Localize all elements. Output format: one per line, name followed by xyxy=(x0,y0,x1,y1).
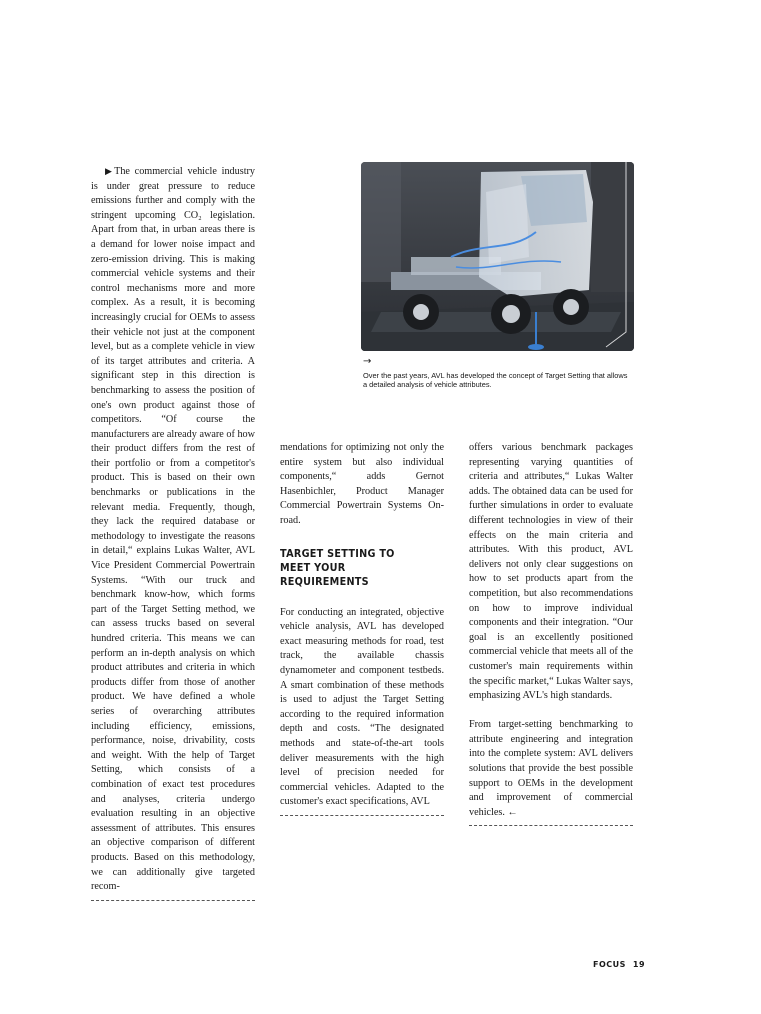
section-heading: TARGET SETTING TO MEET YOUR REQUIREMENTS xyxy=(280,546,395,588)
article-column-3 xyxy=(469,441,633,826)
article-column-2 xyxy=(280,441,444,816)
article-column-1 xyxy=(91,164,255,901)
column-end-rule xyxy=(280,814,444,816)
column-end-rule xyxy=(91,899,255,901)
page-number: 19 xyxy=(632,960,646,969)
paragraph: For conducting an integrated, objective vehicle analysis, AVL has developed exact measuring methods for road, test track, the available chassis dynamometer and component testbeds. A smart combination of these methods is used to adjust the Target Setting according to the required information depth and costs. “The designated methods and state-of-the-art tools deliver measurements with the high level of precision needed for commercial vehicles. Adapted to the customer's exact specifications, AVL xyxy=(280,606,444,808)
end-marker-icon: ← xyxy=(507,806,518,818)
column-end-rule xyxy=(469,824,633,826)
truck-illustration xyxy=(361,162,634,351)
paragraph xyxy=(469,718,633,820)
footer-section: FOCUS xyxy=(593,960,626,969)
page-footer xyxy=(593,960,645,969)
paragraph xyxy=(91,164,255,895)
paragraph-text: The commercial vehicle industry is under great pressure to reduce emissions further and comply with the stringent upcoming CO₂ legislation. Apart from that, in urban areas there is a demand for lower noise impact and zero-emission driving. This is making commercial vehicle systems and their control mechanisms more and more complex. As a result, it is becoming increasingly crucial for OEMs to assess their vehicle not just at the component level, but as a complete vehicle in view of its target attributes and criteria. A significant step in this direction is benchmarking to assess the position of one's own product against those of competitors. “Of course the manufacturers are already aware of how their product differs from the rest of their portfolio or from a competitor's product. This is based on their own benchmarks or publications in the relevant media. Frequently, though, they lack the required database or methodology to investigate the reasons in detail,“ explains Lukas Walter, AVL Vice President Commercial Powertrain Systems. “With our truck and benchmark know-how, which forms part of the Target Setting method, we can assess trucks based on several hundred criteria. This means we can perform an in-depth analysis on which product attributes and criteria in which products differ from those of another product. We have defined a whole series of overarching attributes including efficiency, emissions, performance, noise, drivability, costs and weight. With the help of Target Setting, which consists of a combination of exact test procedures and analyses, criteria undergo evaluation resulting in an objective assessment of attributes. This ensures an objective comparison of different products. Based on this methodology, we can additionally give targeted recom- xyxy=(91,166,256,893)
paragraph-text: From target-setting benchmarking to attribute engineering and integration into the complete system: AVL delivers solutions that provide the best possible support to OEMs in the development and improvement of commercial vehicles. xyxy=(469,719,633,818)
paragraph: mendations for optimizing not only the entire system but also individual components,“ adds Gernot Hasenbichler, Product Manager Commercial Powertrain Systems On-road. xyxy=(280,442,444,526)
truck-test-rig-photo xyxy=(361,162,634,351)
lead-marker-icon: ▶ xyxy=(105,166,115,176)
figure-caption: Over the past years, AVL has developed the concept of Target Setting that allows a detailed analysis of vehicle attributes. xyxy=(363,371,628,389)
paragraph: offers various benchmark packages representing varying quantities of criteria and attributes,“ Lukas Walter adds. The obtained data can be used for further simulations in order to evaluate different technologies in view of their effects on the main criteria and attributes. With this product, AVL delivers not only clear suggestions on how to set products apart from the competition, but also recommendations on how to improve individual components and their integration. “Our goal is an excellently positioned commercial vehicle that meets all of the customer's main requirements within the specific market,“ Lukas Walter says, emphasizing AVL's high standards. xyxy=(469,442,633,702)
caption-arrow-icon: → xyxy=(363,356,372,367)
